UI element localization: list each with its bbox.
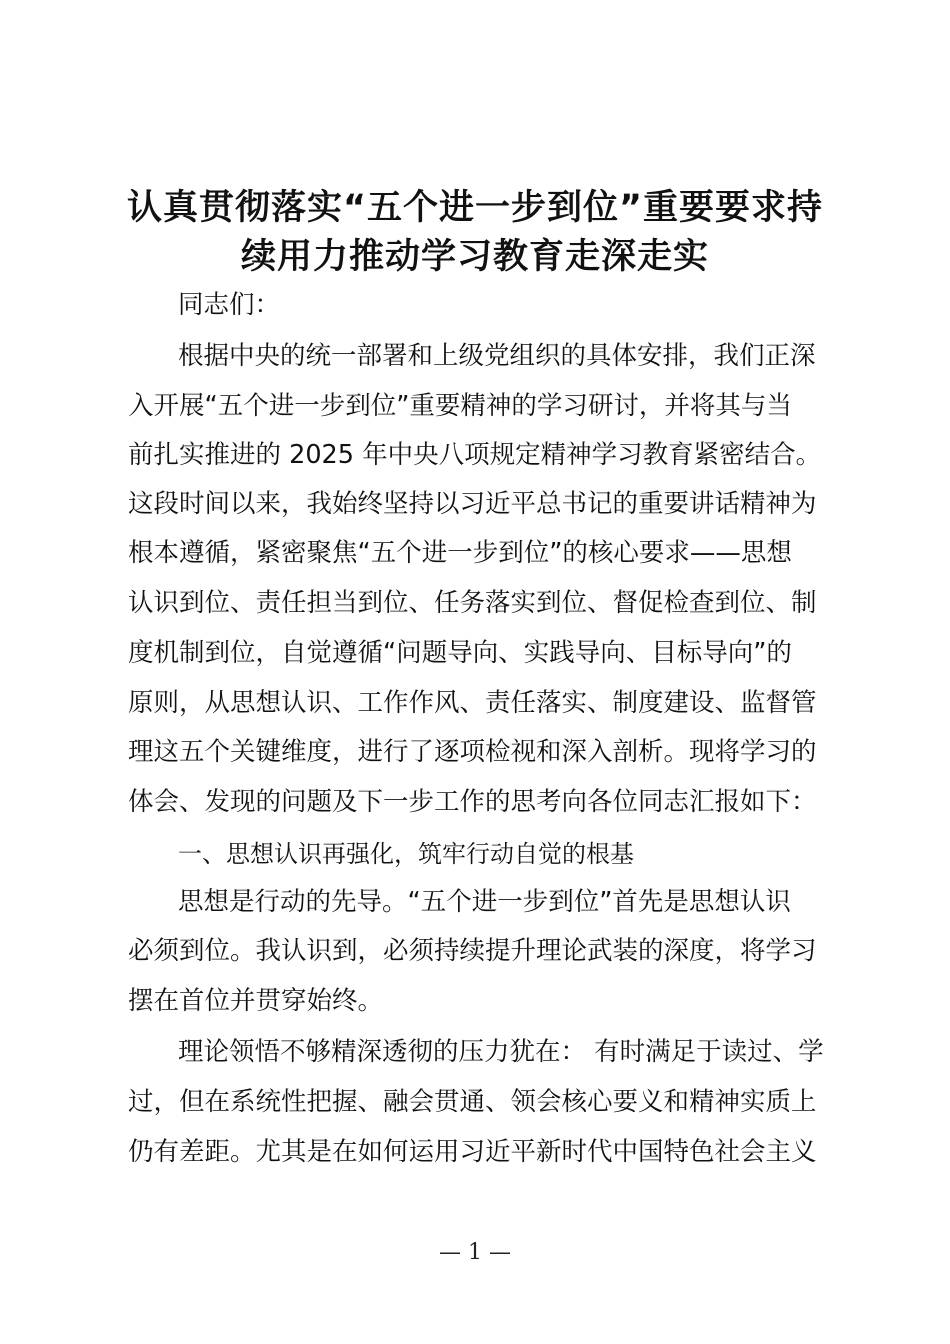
paragraph-line: 思想是行动的先导。“五个进一步到位”首先是思想认识 (178, 887, 791, 917)
paragraph-line: 度机制到位，自觉遵循“问题导向、实践导向、目标导向”的 (128, 638, 792, 668)
document-title-line-2: 续用力推动学习教育走深走实 (240, 237, 709, 277)
paragraph-line: 摆在首位并贯穿始终。 (128, 986, 384, 1016)
paragraph-line: 前扎实推进的 2025 年中央八项规定精神学习教育紧密结合。 (128, 440, 822, 470)
salutation: 同志们： (178, 290, 281, 320)
page-number: — 1 — (439, 1240, 511, 1265)
section-heading: 一、思想认识再强化，筑牢行动自觉的根基 (178, 840, 634, 868)
paragraph-line: 必须到位。我认识到，必须持续提升理论武装的深度，将学习 (128, 936, 817, 966)
paragraph-line: 认识到位、责任担当到位、任务落实到位、督促检查到位、制 (128, 588, 817, 618)
paragraph-line: 根本遵循，紧密聚焦“五个进一步到位”的核心要求——思想 (128, 538, 792, 568)
paragraph-line: 入开展“五个进一步到位”重要精神的学习研讨，并将其与当 (128, 391, 792, 421)
paragraph-line: 这段时间以来，我始终坚持以习近平总书记的重要讲话精神为 (128, 489, 817, 519)
paragraph-line: 原则，从思想认识、工作作风、责任落实、制度建设、监督管 (128, 688, 817, 718)
paragraph-line: 仍有差距。尤其是在如何运用习近平新时代中国特色社会主义 (128, 1137, 817, 1167)
paragraph-line: 过，但在系统性把握、融会贯通、领会核心要义和精神实质上 (128, 1087, 817, 1117)
paragraph-line: 体会、发现的问题及下一步工作的思考向各位同志汇报如下： (128, 787, 817, 817)
paragraph-line: 理论领悟不够精深透彻的压力犹在： 有时满足于读过、学 (178, 1037, 824, 1067)
paragraph-line: 理这五个关键维度，进行了逐项检视和深入剖析。现将学习的 (128, 737, 817, 767)
paragraph-line: 根据中央的统一部署和上级党组织的具体安排，我们正深 (178, 341, 816, 371)
document-title-line-1: 认真贯彻落实“五个进一步到位”重要要求持 (126, 188, 823, 228)
